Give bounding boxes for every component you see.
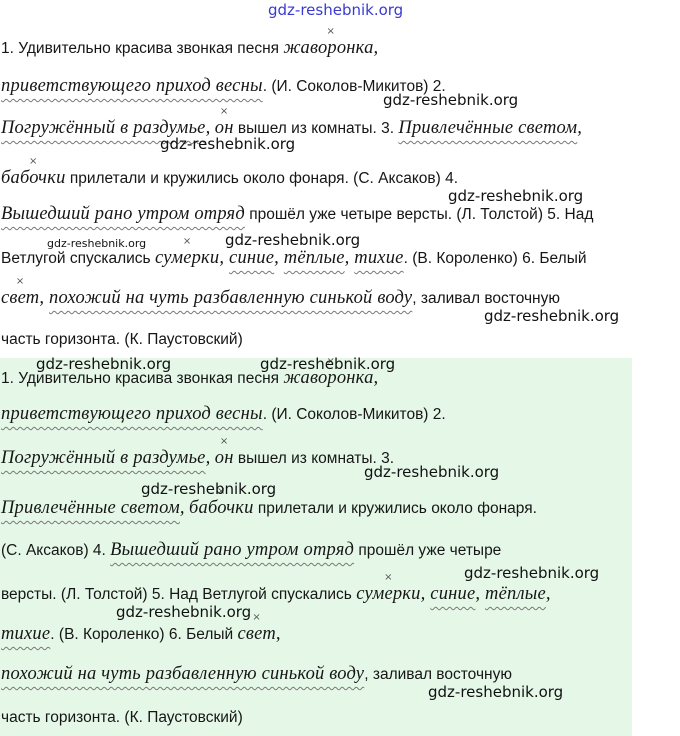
plain-text: . (В. Короленко) 6. Белый bbox=[50, 626, 238, 643]
subject-word: × свет bbox=[1, 288, 39, 308]
plain-text: вышел из комнаты. 3. bbox=[233, 450, 395, 467]
plain-text: 1. Удивительно красива звонкая песня bbox=[1, 40, 284, 57]
watermark-text: gdz-reshebnik.org bbox=[160, 135, 296, 153]
subject-word: × сумерки bbox=[356, 584, 420, 604]
participial-phrase: приветствующего приход весны bbox=[1, 76, 263, 96]
watermark-text: gdz-reshebnik.org bbox=[225, 231, 361, 249]
comma: , bbox=[475, 584, 486, 604]
watermark-text: gdz-reshebnik.org bbox=[448, 187, 584, 205]
subject-word: × он bbox=[215, 448, 234, 468]
watermark-text: gdz-reshebnik.org bbox=[116, 603, 252, 621]
comma: , bbox=[274, 248, 284, 268]
comma: , bbox=[577, 118, 583, 138]
participial-phrase: Привлечённые светом bbox=[1, 498, 180, 518]
participial-phrase: приветствующего приход весны bbox=[1, 404, 263, 424]
participial-phrase: Погружённый в раздумье bbox=[1, 448, 206, 468]
subject-word: × жаворонка, bbox=[283, 38, 378, 58]
plain-text: Ветлугой спускались bbox=[1, 250, 155, 267]
comma: , bbox=[39, 288, 50, 308]
text-line bbox=[1, 204, 593, 225]
adjective-word: синие bbox=[430, 584, 476, 604]
plain-text: . (И. Соколов-Микитов) 2. bbox=[262, 406, 446, 423]
comma: , bbox=[545, 584, 551, 604]
subject-word: × жаворонка, bbox=[283, 368, 378, 388]
plain-text: прошёл уже четыре bbox=[354, 542, 502, 559]
text-line bbox=[1, 708, 243, 728]
text-line bbox=[1, 498, 537, 519]
text-line bbox=[1, 664, 512, 685]
subject-word: × бабочки bbox=[189, 498, 254, 518]
plain-text: прошёл уже четыре версты. (Л. Толстой) 5. Над bbox=[244, 206, 594, 223]
watermark-text: gdz-reshebnik.org bbox=[36, 355, 172, 373]
plain-text: прилетали и кружились около фонаря. bbox=[253, 500, 537, 517]
plain-text: . (В. Короленко) 6. Белый bbox=[403, 250, 587, 267]
comma: , bbox=[344, 248, 355, 268]
watermark-text: gdz-reshebnik.org bbox=[364, 463, 500, 481]
comma: , bbox=[179, 498, 185, 518]
plain-text: вышел из комнаты. 3. bbox=[233, 120, 399, 137]
subject-word: × бабочки bbox=[1, 168, 66, 188]
participial-phrase: Вышедший рано утром отряд bbox=[110, 540, 355, 560]
plain-text: часть горизонта. (К. Паустовский) bbox=[1, 709, 243, 726]
plain-text: . (И. Соколов-Микитов) 2. bbox=[262, 78, 446, 95]
text-line bbox=[1, 540, 501, 561]
comma: , bbox=[275, 624, 281, 644]
watermark-text: gdz-reshebnik.org bbox=[464, 564, 600, 582]
watermark-text: gdz-reshebnik.org bbox=[484, 307, 620, 325]
watermark-text: gdz-reshebnik.org bbox=[141, 480, 277, 498]
comma: , bbox=[205, 118, 211, 138]
comma: , bbox=[420, 584, 431, 604]
watermark-text: gdz-reshebnik.org bbox=[47, 237, 147, 250]
participial-phrase: Погружённый в раздумье bbox=[1, 118, 206, 138]
text-line bbox=[1, 404, 446, 425]
text-line bbox=[1, 330, 243, 350]
subject-word: × свет bbox=[238, 624, 276, 644]
plain-text: прилетали и кружились около фонаря. (С. Аксаков) 4. bbox=[65, 170, 459, 187]
plain-text: , заливал восточную bbox=[364, 666, 512, 683]
text-line bbox=[1, 38, 378, 59]
watermark-text: gdz-reshebnik.org bbox=[260, 355, 396, 373]
text-block-highlighted bbox=[0, 355, 632, 736]
participial-phrase: Вышедший рано утром отряд bbox=[1, 204, 245, 224]
watermark-text: gdz-reshebnik.org bbox=[383, 91, 519, 109]
plain-text: (С. Аксаков) 4. bbox=[1, 542, 111, 559]
adjective-word: тёплые bbox=[283, 248, 345, 268]
participial-phrase: похожий на чуть разбавленную синькой воду bbox=[49, 288, 413, 308]
participial-phrase: похожий на чуть разбавленную синькой воду bbox=[1, 664, 365, 684]
adjective-word: тёплые bbox=[485, 584, 546, 604]
plain-text: версты. (Л. Толстой) 5. Над Ветлугой спускались bbox=[1, 586, 357, 603]
header-watermark: gdz-reshebnik.org bbox=[268, 1, 404, 19]
text-line bbox=[1, 76, 446, 97]
text-line bbox=[1, 288, 560, 309]
text-line bbox=[1, 448, 394, 469]
participial-phrase: Привлечённые светом bbox=[398, 118, 578, 138]
text-line bbox=[1, 584, 551, 605]
comma: , bbox=[219, 248, 230, 268]
adjective-word: синие bbox=[229, 248, 275, 268]
watermark-text: gdz-reshebnik.org bbox=[428, 683, 564, 701]
text-line bbox=[1, 624, 281, 645]
adjective-word: тихие bbox=[1, 624, 51, 644]
plain-text: часть горизонта. (К. Паустовский) bbox=[1, 331, 243, 348]
adjective-word: тихие bbox=[354, 248, 404, 268]
subject-word: × он bbox=[215, 118, 234, 138]
subject-word: × сумерки bbox=[155, 248, 219, 268]
plain-text: 1. Удивительно красива звонкая песня bbox=[1, 370, 284, 387]
text-line bbox=[1, 168, 458, 189]
comma: , bbox=[205, 448, 211, 468]
plain-text: , заливал восточную bbox=[412, 290, 560, 307]
